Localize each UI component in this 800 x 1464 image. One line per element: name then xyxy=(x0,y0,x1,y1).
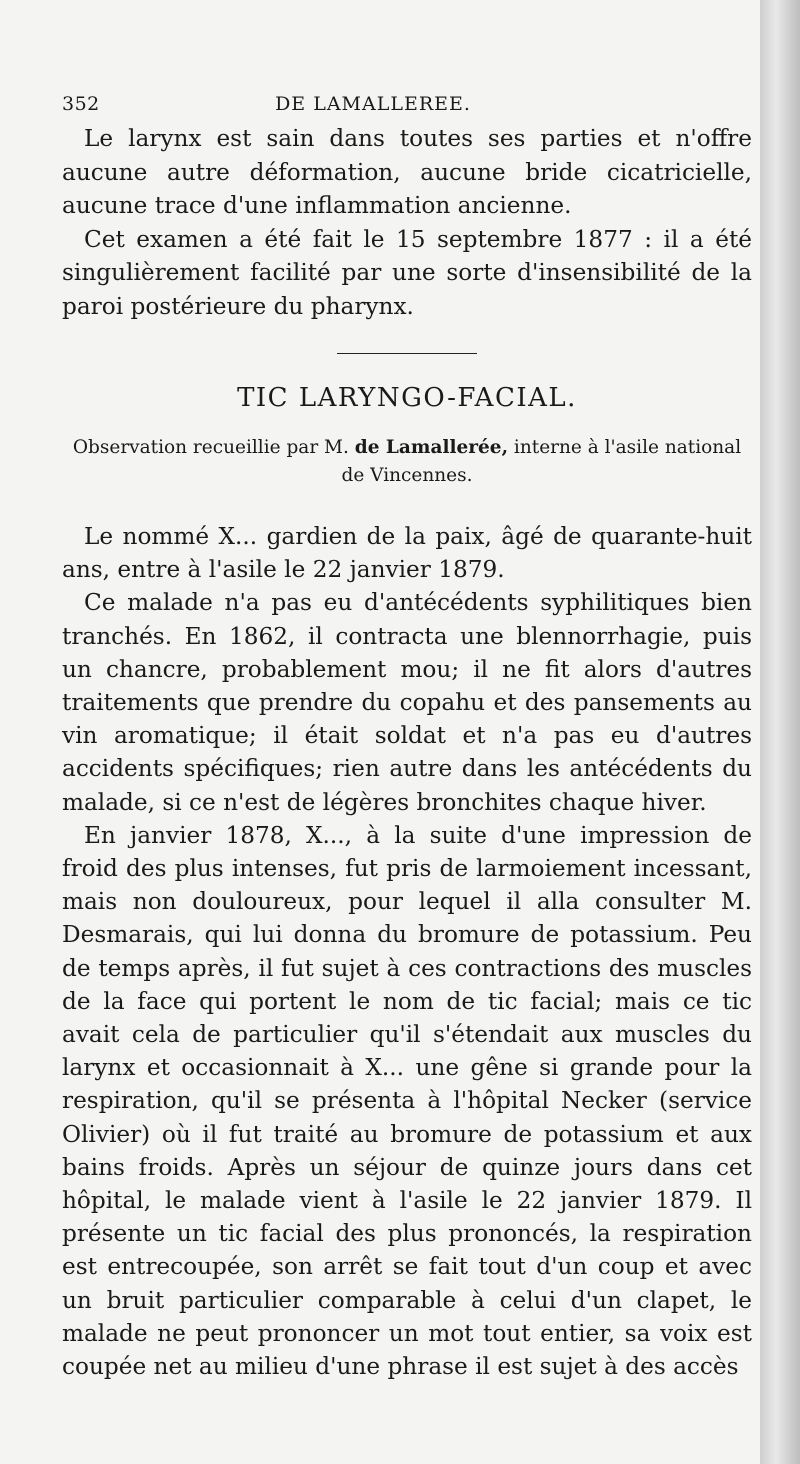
section-title: TIC LARYNGO-FACIAL. xyxy=(237,383,577,413)
running-title: DE LAMALLEREE. xyxy=(275,93,471,115)
paragraph: Le larynx est sain dans toutes ses parties et n'offre aucune autre déformation, aucune bride cicatricielle, aucune trace d'une inflammation ancienne. xyxy=(62,125,752,219)
page-header xyxy=(62,88,752,122)
page-edge-shadow xyxy=(760,0,800,1464)
byline-suffix: interne à l'asile national de Vincennes. xyxy=(341,437,742,486)
paragraph: Ce malade n'a pas eu d'antécédents syphilitiques bien tranchés. En 1862, il contracta une blennorrhagie, puis un chancre, probablement mou; il ne fit alors d'autres traitements que prendre du copahu et des pansements au vin aromatique; il était soldat et n'a pas eu d'autres accidents spécifiques; rien autre dans les antécédents du malade, si ce n'est de légères bronchites chaque hiver. xyxy=(62,589,752,816)
paragraph: Le nommé X... gardien de la paix, âgé de quarante-huit ans, entre à l'asile le 22 janvier 1879. xyxy=(62,523,752,584)
observation-body xyxy=(62,520,752,1383)
byline-author: de Lamallerée, xyxy=(354,437,509,458)
byline-prefix: Observation recueillie par M. xyxy=(72,437,349,458)
paragraph: En janvier 1878, X..., à la suite d'une impression de froid des plus intenses, fut pris de larmoiement incessant, mais non douloureux, pour lequel il alla consulter M. Desmarais, qui lui donna du bromure de potassium. Peu de temps après, il fut sujet à ces contractions des muscles de la face qui portent le nom de tic facial; mais ce tic avait cela de particulier qu'il s'étendait aux muscles du larynx et occasionnait à X... une gêne si grande pour la respiration, qu'il se présenta à l'hôpital Necker (service Olivier) où il fut traité au bromure de potassium et aux bains froids. Après un séjour de quinze jours dans cet hôpital, le malade vient à l'asile le 22 janvier 1879. Il présente un tic facial des plus prononcés, la respiration est entrecoupée, son arrêt se fait tout d'un coup et avec un bruit particulier comparable à celui d'un clapet, le malade ne peut prononcer un mot tout entier, sa voix est coupée net au milieu d'une phrase il est sujet à des accès xyxy=(62,821,752,1381)
paragraph: Cet examen a été fait le 15 septembre 1877 : il a été singulièrement facilité par une sorte d'insensibilité de la paroi postérieure du pharynx. xyxy=(62,225,752,320)
page-content xyxy=(62,88,752,1383)
page-number: 352 xyxy=(62,93,100,115)
observation-byline xyxy=(72,434,742,490)
section-divider xyxy=(337,353,477,354)
